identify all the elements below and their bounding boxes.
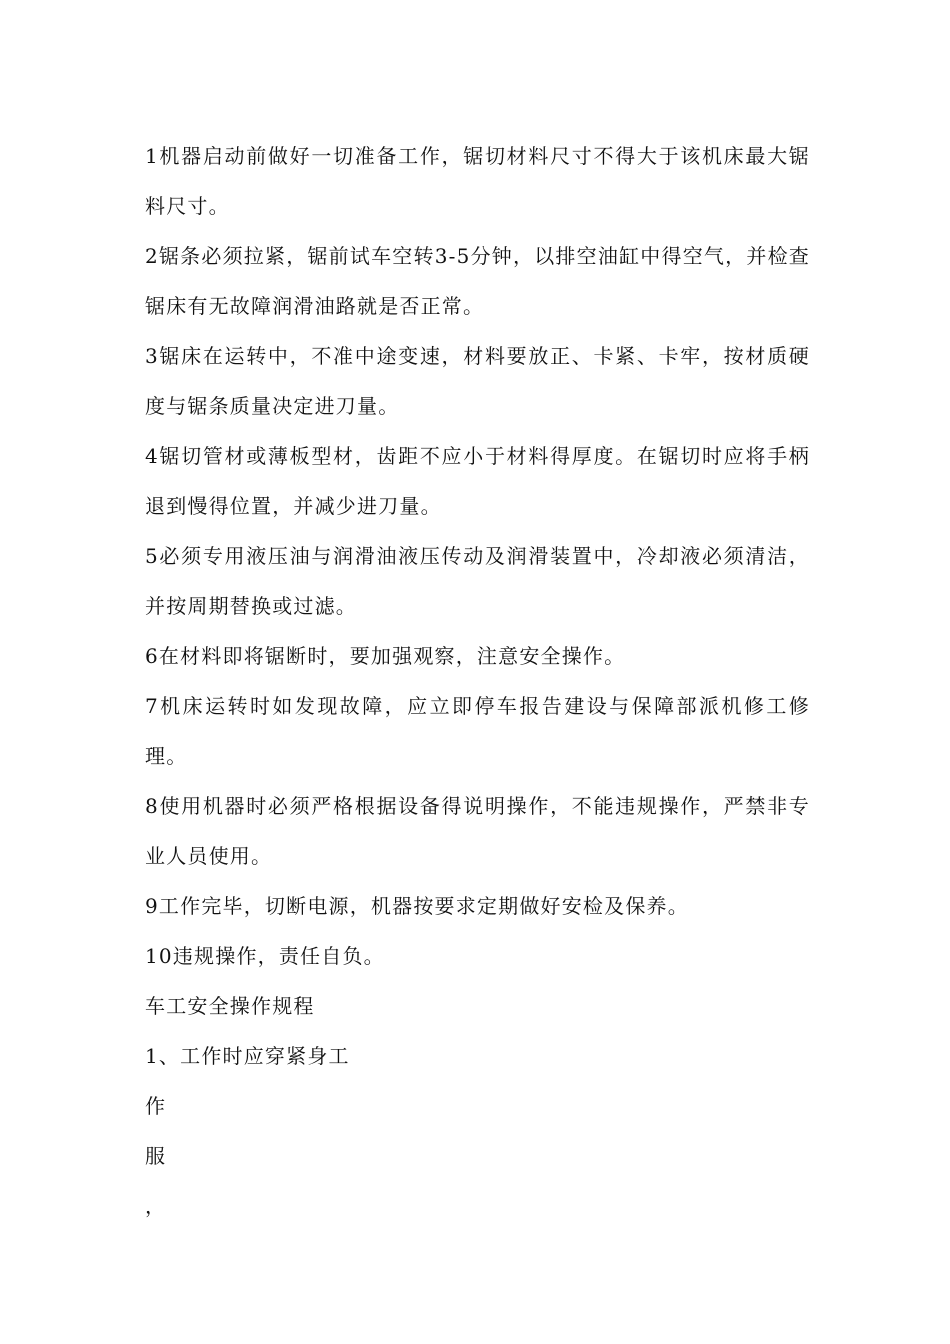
paragraph-fragment-2: 服 [145,1144,167,1168]
paragraph-rule-3: 3锯床在运转中，不准中途变速，材料要放正、卡紧、卡牢，按材质硬度与锯条质量决定进刀量。 [145,344,810,418]
paragraph-rule-5: 5必须专用液压油与润滑油液压传动及润滑装置中，冷却液必须清洁，并按周期替换或过滤。 [145,544,810,618]
paragraph-rule-8: 8使用机器时必须严格根据设备得说明操作，不能违规操作，严禁非专业人员使用。 [145,794,810,868]
paragraph-fragment-3: ， [145,1194,167,1218]
paragraph-lathe-1: 1、工作时应穿紧身工 [145,1044,350,1068]
paragraph-rule-9: 9工作完毕，切断电源，机器按要求定期做好安检及保养。 [145,894,689,918]
document-body [145,131,810,1231]
paragraph-rule-4: 4锯切管材或薄板型材，齿距不应小于材料得厚度。在锯切时应将手柄退到慢得位置，并减少进刀量。 [145,444,810,518]
paragraph-rule-7: 7机床运转时如发现故障，应立即停车报告建设与保障部派机修工修理。 [145,694,810,768]
section-heading: 车工安全操作规程 [145,994,315,1018]
paragraph-rule-10: 10违规操作，责任自负。 [145,944,385,968]
paragraph-rule-2: 2锯条必须拉紧，锯前试车空转3-5分钟，以排空油缸中得空气，并检查锯床有无故障润滑油路就是否正常。 [145,244,810,318]
paragraph-fragment-1: 作 [145,1094,167,1118]
paragraph-rule-6: 6在材料即将锯断时，要加强观察，注意安全操作。 [145,644,626,668]
paragraph-rule-1: 1机器启动前做好一切准备工作，锯切材料尺寸不得大于该机床最大锯料尺寸。 [145,144,810,218]
